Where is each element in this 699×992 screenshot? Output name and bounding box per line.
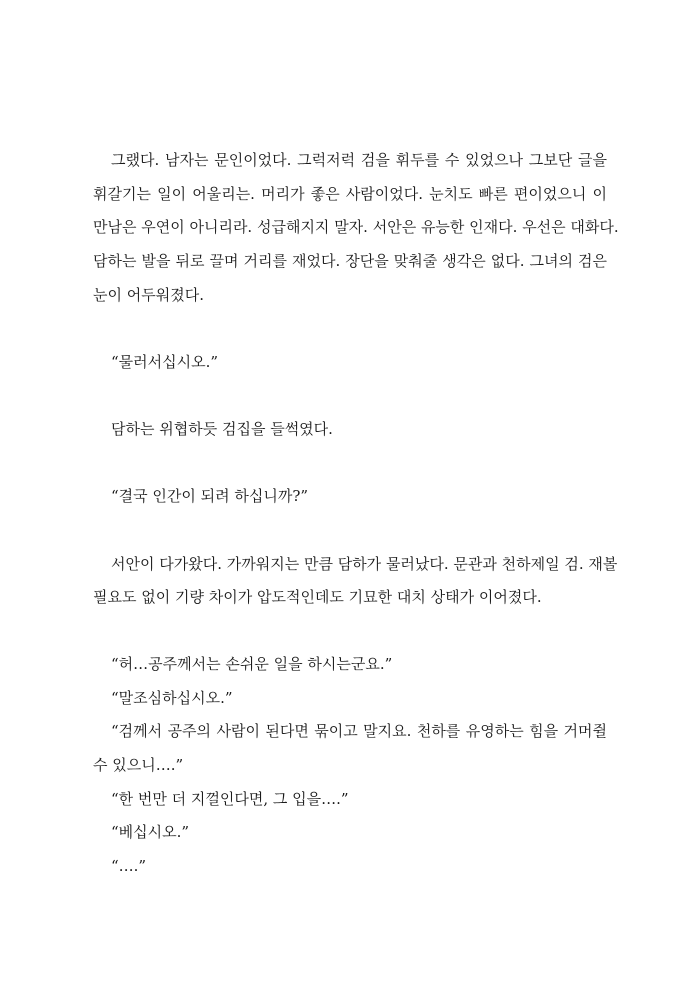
dialogue-3: “허…공주께서는 손쉬운 일을 하시는군요.” [111,655,393,673]
dialogue-5-line-1: “검께서 공주의 사람이 된다면 묶이고 말지요. 천하를 유영하는 힘을 거머쥘 [111,722,607,740]
dialogue-2: “결국 인간이 되려 하십니까?” [111,487,309,505]
dialogue-6: “한 번만 더 지껄인다면, 그 입을….” [111,790,349,808]
dialogue-5-line-2: 수 있으니….” [93,756,184,774]
dialogue-1: “물러서십시오.” [111,353,219,371]
dialogue-4: “말조심하십시오.” [111,689,233,707]
paragraph-2-line-1: 서안이 다가왔다. 가까워지는 만큼 담하가 물러났다. 문관과 천하제일 검. 재볼 [111,555,618,573]
paragraph-2-line-2: 필요도 없이 기량 차이가 압도적인데도 기묘한 대치 상태가 이어졌다. [93,588,542,606]
dialogue-7: “베십시오.” [111,823,190,841]
narration-1: 담하는 위협하듯 검집을 들썩였다. [111,420,333,438]
paragraph-1-line-3: 만남은 우연이 아니리라. 성급해지지 말자. 서안은 유능한 인재다. 우선은 대화다. [93,218,619,236]
paragraph-1-line-5: 눈이 어두워졌다. [93,286,204,304]
dialogue-8: “….” [111,857,147,875]
paragraph-1-line-1: 그랬다. 남자는 문인이었다. 그럭저럭 검을 휘두를 수 있었으나 그보단 글을 [111,151,607,169]
paragraph-1-line-2: 휘갈기는 일이 어울리는. 머리가 좋은 사람이었다. 눈치도 빠른 편이었으니 이 [93,185,607,203]
paragraph-1-line-4: 담하는 발을 뒤로 끌며 거리를 재었다. 장단을 맞춰줄 생각은 없다. 그녀의 검은 [93,252,607,270]
